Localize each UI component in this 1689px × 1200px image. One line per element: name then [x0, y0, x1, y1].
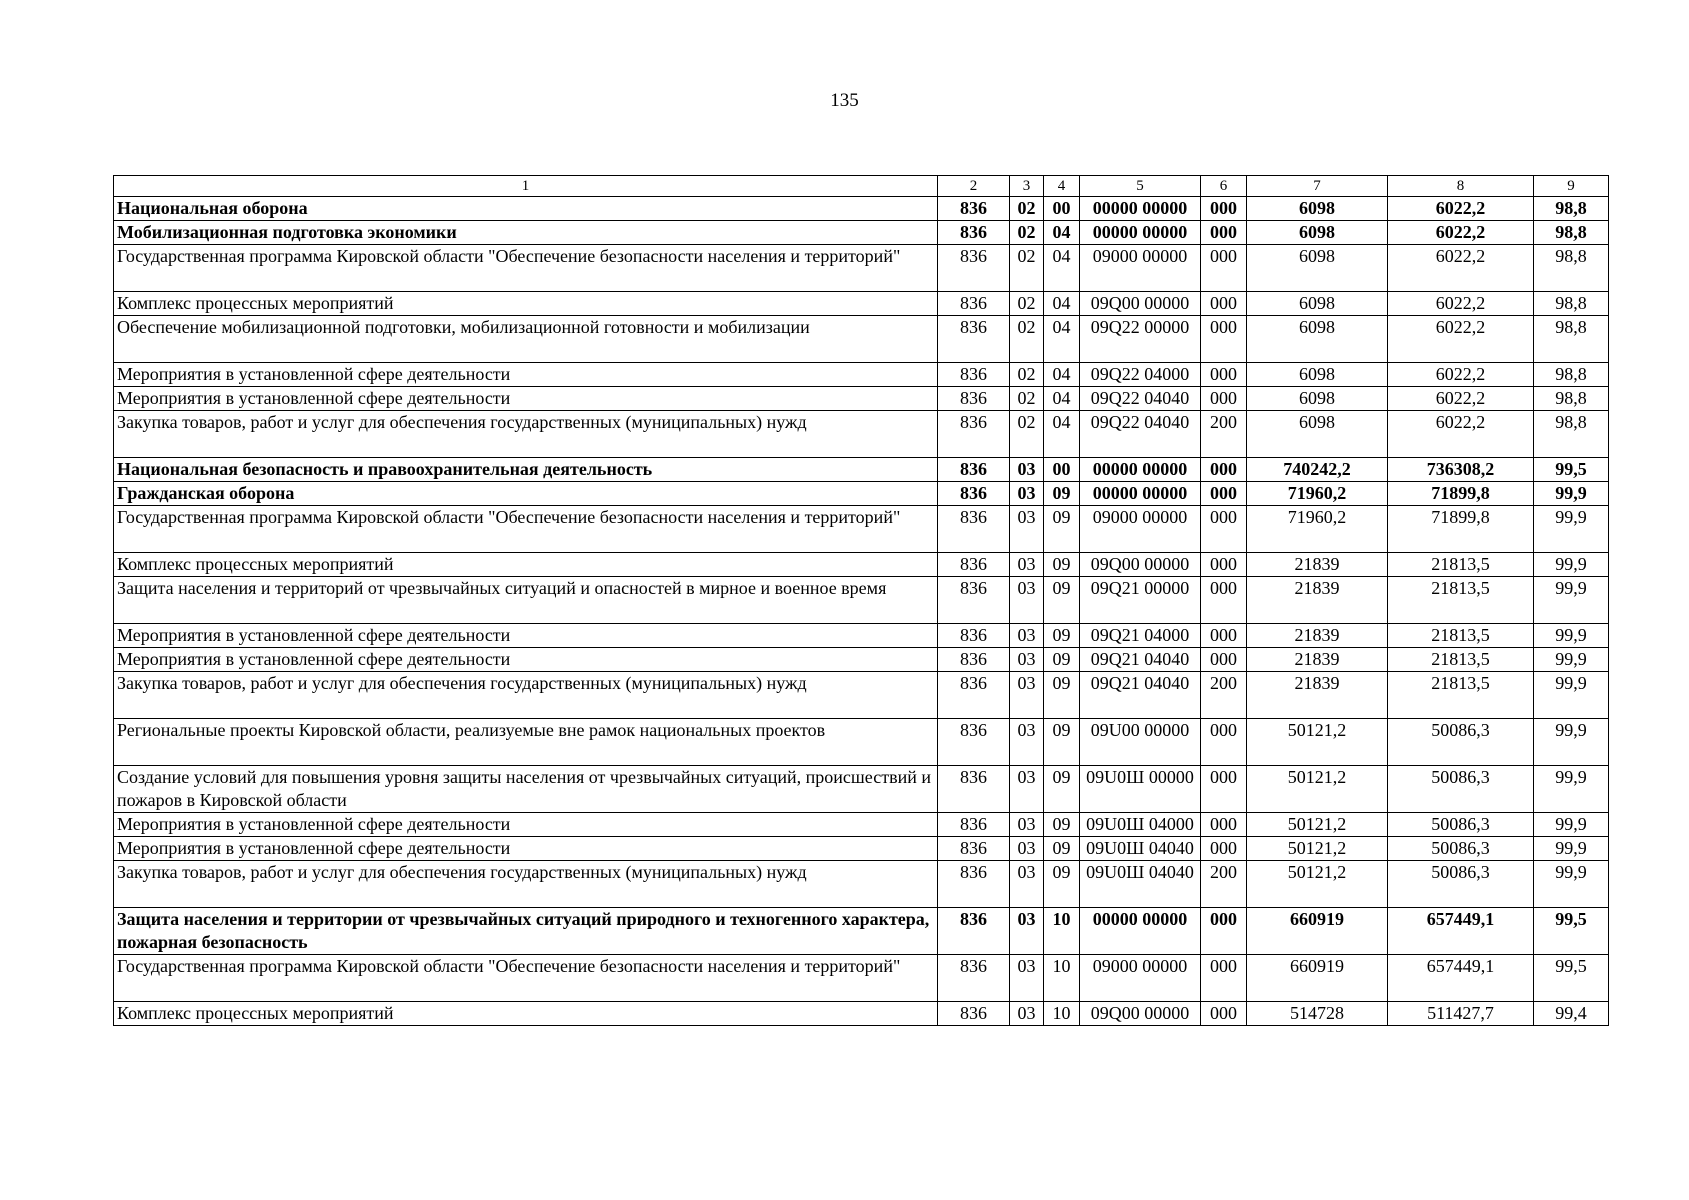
section-cell: 02: [1010, 197, 1044, 221]
section-cell: 03: [1010, 955, 1044, 1002]
code-cell: 836: [938, 955, 1010, 1002]
section-cell: 03: [1010, 553, 1044, 577]
page-number: 135: [830, 90, 859, 111]
target-article-cell: 09Q21 04040: [1080, 648, 1201, 672]
subsection-cell: 04: [1044, 363, 1080, 387]
item-name-cell: Национальная оборона: [114, 197, 938, 221]
subsection-cell: 04: [1044, 292, 1080, 316]
item-name-cell: Комплекс процессных мероприятий: [114, 1002, 938, 1026]
code-cell: 836: [938, 245, 1010, 292]
subsection-cell: 09: [1044, 624, 1080, 648]
executed-amount-cell: 21813,5: [1388, 624, 1534, 648]
item-name-cell: Закупка товаров, работ и услуг для обеспечения государственных (муниципальных) нужд: [114, 861, 938, 908]
table-row: [114, 411, 1609, 458]
execution-percent-cell: 99,9: [1534, 553, 1609, 577]
table-row: [114, 861, 1609, 908]
expense-type-cell: 000: [1201, 316, 1247, 363]
subsection-cell: 10: [1044, 955, 1080, 1002]
subsection-cell: 09: [1044, 766, 1080, 813]
planned-amount-cell: 6098: [1247, 363, 1388, 387]
expense-type-cell: 000: [1201, 577, 1247, 624]
subsection-cell: 09: [1044, 861, 1080, 908]
section-cell: 03: [1010, 482, 1044, 506]
target-article-cell: 09U00 00000: [1080, 719, 1201, 766]
code-cell: 836: [938, 837, 1010, 861]
item-name-cell: Мобилизационная подготовка экономики: [114, 221, 938, 245]
target-article-cell: 09Q22 00000: [1080, 316, 1201, 363]
subsection-cell: 00: [1044, 458, 1080, 482]
subsection-cell: 10: [1044, 908, 1080, 955]
item-name-cell: Обеспечение мобилизационной подготовки, мобилизационной готовности и мобилизации: [114, 316, 938, 363]
execution-percent-cell: 99,9: [1534, 861, 1609, 908]
section-cell: 02: [1010, 245, 1044, 292]
item-name-cell: Мероприятия в установленной сфере деятельности: [114, 648, 938, 672]
execution-percent-cell: 98,8: [1534, 316, 1609, 363]
section-cell: 03: [1010, 506, 1044, 553]
table-body: [114, 197, 1609, 1026]
planned-amount-cell: 50121,2: [1247, 719, 1388, 766]
executed-amount-cell: 50086,3: [1388, 837, 1534, 861]
subsection-cell: 09: [1044, 577, 1080, 624]
subsection-cell: 09: [1044, 837, 1080, 861]
section-cell: 02: [1010, 411, 1044, 458]
item-name-cell: Мероприятия в установленной сфере деятельности: [114, 813, 938, 837]
item-name-cell: Защита населения и территорий от чрезвычайных ситуаций и опасностей в мирное и военное время: [114, 577, 938, 624]
execution-percent-cell: 98,8: [1534, 221, 1609, 245]
code-cell: 836: [938, 672, 1010, 719]
item-name-cell: Комплекс процессных мероприятий: [114, 292, 938, 316]
executed-amount-cell: 511427,7: [1388, 1002, 1534, 1026]
item-name-cell: Создание условий для повышения уровня защиты населения от чрезвычайных ситуаций, происшествий и пожаров в Кировской области: [114, 766, 938, 813]
executed-amount-cell: 50086,3: [1388, 719, 1534, 766]
code-cell: 836: [938, 553, 1010, 577]
table-row: [114, 577, 1609, 624]
section-cell: 03: [1010, 861, 1044, 908]
executed-amount-cell: 6022,2: [1388, 292, 1534, 316]
column-header: 3: [1010, 176, 1044, 197]
section-cell: 03: [1010, 1002, 1044, 1026]
section-cell: 03: [1010, 908, 1044, 955]
item-name-cell: Закупка товаров, работ и услуг для обеспечения государственных (муниципальных) нужд: [114, 672, 938, 719]
section-cell: 03: [1010, 577, 1044, 624]
executed-amount-cell: 6022,2: [1388, 387, 1534, 411]
expense-type-cell: 000: [1201, 292, 1247, 316]
target-article-cell: 00000 00000: [1080, 197, 1201, 221]
target-article-cell: 00000 00000: [1080, 221, 1201, 245]
target-article-cell: 09U0Ш 04000: [1080, 813, 1201, 837]
expense-type-cell: 200: [1201, 861, 1247, 908]
target-article-cell: 09Q21 04000: [1080, 624, 1201, 648]
subsection-cell: 09: [1044, 672, 1080, 719]
executed-amount-cell: 50086,3: [1388, 813, 1534, 837]
execution-percent-cell: 99,9: [1534, 648, 1609, 672]
planned-amount-cell: 740242,2: [1247, 458, 1388, 482]
table-row: [114, 387, 1609, 411]
section-cell: 02: [1010, 292, 1044, 316]
table-row: [114, 648, 1609, 672]
planned-amount-cell: 6098: [1247, 245, 1388, 292]
expense-type-cell: 200: [1201, 411, 1247, 458]
executed-amount-cell: 50086,3: [1388, 766, 1534, 813]
execution-percent-cell: 99,5: [1534, 908, 1609, 955]
table-row: [114, 624, 1609, 648]
planned-amount-cell: 660919: [1247, 955, 1388, 1002]
column-header: 1: [114, 176, 938, 197]
item-name-cell: Государственная программа Кировской области "Обеспечение безопасности населения и территорий": [114, 245, 938, 292]
execution-percent-cell: 98,8: [1534, 387, 1609, 411]
subsection-cell: 00: [1044, 197, 1080, 221]
executed-amount-cell: 6022,2: [1388, 221, 1534, 245]
planned-amount-cell: 50121,2: [1247, 813, 1388, 837]
execution-percent-cell: 98,8: [1534, 292, 1609, 316]
column-header: 6: [1201, 176, 1247, 197]
table-row: [114, 1002, 1609, 1026]
table-row: [114, 221, 1609, 245]
item-name-cell: Закупка товаров, работ и услуг для обеспечения государственных (муниципальных) нужд: [114, 411, 938, 458]
expense-type-cell: 000: [1201, 553, 1247, 577]
executed-amount-cell: 21813,5: [1388, 577, 1534, 624]
code-cell: 836: [938, 908, 1010, 955]
code-cell: 836: [938, 458, 1010, 482]
column-header: 7: [1247, 176, 1388, 197]
code-cell: 836: [938, 719, 1010, 766]
section-cell: 03: [1010, 766, 1044, 813]
code-cell: 836: [938, 221, 1010, 245]
section-cell: 02: [1010, 387, 1044, 411]
table-row: [114, 482, 1609, 506]
execution-percent-cell: 99,4: [1534, 1002, 1609, 1026]
table-row: [114, 197, 1609, 221]
planned-amount-cell: 6098: [1247, 411, 1388, 458]
expense-type-cell: 000: [1201, 837, 1247, 861]
code-cell: 836: [938, 766, 1010, 813]
target-article-cell: 09000 00000: [1080, 955, 1201, 1002]
planned-amount-cell: 21839: [1247, 624, 1388, 648]
table-row: [114, 766, 1609, 813]
execution-percent-cell: 99,9: [1534, 482, 1609, 506]
section-cell: 03: [1010, 458, 1044, 482]
planned-amount-cell: 71960,2: [1247, 482, 1388, 506]
planned-amount-cell: 6098: [1247, 197, 1388, 221]
expense-type-cell: 000: [1201, 245, 1247, 292]
execution-percent-cell: 98,8: [1534, 363, 1609, 387]
table-row: [114, 553, 1609, 577]
subsection-cell: 09: [1044, 553, 1080, 577]
item-name-cell: Мероприятия в установленной сфере деятельности: [114, 624, 938, 648]
code-cell: 836: [938, 411, 1010, 458]
expense-type-cell: 000: [1201, 363, 1247, 387]
subsection-cell: 04: [1044, 411, 1080, 458]
code-cell: 836: [938, 482, 1010, 506]
item-name-cell: Комплекс процессных мероприятий: [114, 553, 938, 577]
execution-percent-cell: 99,9: [1534, 719, 1609, 766]
execution-percent-cell: 99,9: [1534, 624, 1609, 648]
item-name-cell: Национальная безопасность и правоохранительная деятельность: [114, 458, 938, 482]
code-cell: 836: [938, 316, 1010, 363]
expense-type-cell: 000: [1201, 506, 1247, 553]
executed-amount-cell: 21813,5: [1388, 648, 1534, 672]
expense-type-cell: 000: [1201, 624, 1247, 648]
executed-amount-cell: 6022,2: [1388, 363, 1534, 387]
target-article-cell: 09Q00 00000: [1080, 1002, 1201, 1026]
planned-amount-cell: 6098: [1247, 387, 1388, 411]
execution-percent-cell: 99,9: [1534, 813, 1609, 837]
planned-amount-cell: 660919: [1247, 908, 1388, 955]
item-name-cell: Региональные проекты Кировской области, реализуемые вне рамок национальных проектов: [114, 719, 938, 766]
item-name-cell: Мероприятия в установленной сфере деятельности: [114, 837, 938, 861]
execution-percent-cell: 99,9: [1534, 672, 1609, 719]
section-cell: 03: [1010, 837, 1044, 861]
target-article-cell: 09U0Ш 04040: [1080, 837, 1201, 861]
subsection-cell: 10: [1044, 1002, 1080, 1026]
target-article-cell: 09Q00 00000: [1080, 292, 1201, 316]
expense-type-cell: 000: [1201, 387, 1247, 411]
item-name-cell: Государственная программа Кировской области "Обеспечение безопасности населения и территорий": [114, 506, 938, 553]
budget-table: [113, 175, 1609, 1026]
executed-amount-cell: 6022,2: [1388, 316, 1534, 363]
section-cell: 02: [1010, 363, 1044, 387]
executed-amount-cell: 71899,8: [1388, 506, 1534, 553]
target-article-cell: 00000 00000: [1080, 458, 1201, 482]
section-cell: 03: [1010, 624, 1044, 648]
item-name-cell: Государственная программа Кировской области "Обеспечение безопасности населения и территорий": [114, 955, 938, 1002]
item-name-cell: Мероприятия в установленной сфере деятельности: [114, 363, 938, 387]
expense-type-cell: 000: [1201, 908, 1247, 955]
expense-type-cell: 000: [1201, 482, 1247, 506]
column-header: 9: [1534, 176, 1609, 197]
subsection-cell: 09: [1044, 648, 1080, 672]
code-cell: 836: [938, 813, 1010, 837]
code-cell: 836: [938, 506, 1010, 553]
code-cell: 836: [938, 861, 1010, 908]
section-cell: 02: [1010, 316, 1044, 363]
code-cell: 836: [938, 648, 1010, 672]
item-name-cell: Мероприятия в установленной сфере деятельности: [114, 387, 938, 411]
execution-percent-cell: 99,9: [1534, 577, 1609, 624]
expense-type-cell: 000: [1201, 1002, 1247, 1026]
planned-amount-cell: 6098: [1247, 221, 1388, 245]
subsection-cell: 09: [1044, 482, 1080, 506]
column-header: 8: [1388, 176, 1534, 197]
table-row: [114, 506, 1609, 553]
planned-amount-cell: 6098: [1247, 316, 1388, 363]
executed-amount-cell: 657449,1: [1388, 908, 1534, 955]
execution-percent-cell: 98,8: [1534, 411, 1609, 458]
expense-type-cell: 000: [1201, 813, 1247, 837]
expense-type-cell: 200: [1201, 672, 1247, 719]
section-cell: 03: [1010, 719, 1044, 766]
executed-amount-cell: 50086,3: [1388, 861, 1534, 908]
execution-percent-cell: 99,9: [1534, 506, 1609, 553]
subsection-cell: 09: [1044, 813, 1080, 837]
executed-amount-cell: 71899,8: [1388, 482, 1534, 506]
expense-type-cell: 000: [1201, 458, 1247, 482]
table-row: [114, 813, 1609, 837]
subsection-cell: 04: [1044, 245, 1080, 292]
target-article-cell: 09Q22 04040: [1080, 387, 1201, 411]
item-name-cell: Гражданская оборона: [114, 482, 938, 506]
executed-amount-cell: 657449,1: [1388, 955, 1534, 1002]
executed-amount-cell: 736308,2: [1388, 458, 1534, 482]
target-article-cell: 09Q22 04040: [1080, 411, 1201, 458]
code-cell: 836: [938, 387, 1010, 411]
execution-percent-cell: 98,8: [1534, 197, 1609, 221]
column-header: 2: [938, 176, 1010, 197]
executed-amount-cell: 21813,5: [1388, 553, 1534, 577]
section-cell: 03: [1010, 648, 1044, 672]
planned-amount-cell: 21839: [1247, 672, 1388, 719]
code-cell: 836: [938, 197, 1010, 221]
table-row: [114, 955, 1609, 1002]
subsection-cell: 09: [1044, 719, 1080, 766]
planned-amount-cell: 50121,2: [1247, 837, 1388, 861]
planned-amount-cell: 21839: [1247, 553, 1388, 577]
target-article-cell: 09U0Ш 04040: [1080, 861, 1201, 908]
target-article-cell: 09Q21 00000: [1080, 577, 1201, 624]
target-article-cell: 09000 00000: [1080, 506, 1201, 553]
execution-percent-cell: 99,9: [1534, 837, 1609, 861]
executed-amount-cell: 6022,2: [1388, 245, 1534, 292]
planned-amount-cell: 21839: [1247, 577, 1388, 624]
planned-amount-cell: 71960,2: [1247, 506, 1388, 553]
expense-type-cell: 000: [1201, 719, 1247, 766]
planned-amount-cell: 6098: [1247, 292, 1388, 316]
table-row: [114, 292, 1609, 316]
table-row: [114, 719, 1609, 766]
section-cell: 02: [1010, 221, 1044, 245]
target-article-cell: 00000 00000: [1080, 908, 1201, 955]
code-cell: 836: [938, 363, 1010, 387]
expense-type-cell: 000: [1201, 221, 1247, 245]
table-row: [114, 837, 1609, 861]
target-article-cell: 09Q21 04040: [1080, 672, 1201, 719]
column-header: 4: [1044, 176, 1080, 197]
executed-amount-cell: 6022,2: [1388, 411, 1534, 458]
subsection-cell: 04: [1044, 387, 1080, 411]
item-name-cell: Защита населения и территории от чрезвычайных ситуаций природного и техногенного характера, пожарная безопасность: [114, 908, 938, 955]
target-article-cell: 09Q22 04000: [1080, 363, 1201, 387]
execution-percent-cell: 98,8: [1534, 245, 1609, 292]
expense-type-cell: 000: [1201, 648, 1247, 672]
table-row: [114, 245, 1609, 292]
target-article-cell: 09U0Ш 00000: [1080, 766, 1201, 813]
table-row: [114, 316, 1609, 363]
code-cell: 836: [938, 577, 1010, 624]
column-header: 5: [1080, 176, 1201, 197]
planned-amount-cell: 50121,2: [1247, 766, 1388, 813]
target-article-cell: 09000 00000: [1080, 245, 1201, 292]
expense-type-cell: 000: [1201, 766, 1247, 813]
execution-percent-cell: 99,5: [1534, 458, 1609, 482]
code-cell: 836: [938, 1002, 1010, 1026]
section-cell: 03: [1010, 672, 1044, 719]
table-row: [114, 672, 1609, 719]
subsection-cell: 04: [1044, 316, 1080, 363]
expense-type-cell: 000: [1201, 955, 1247, 1002]
planned-amount-cell: 514728: [1247, 1002, 1388, 1026]
column-number-row: [114, 176, 1609, 197]
table-row: [114, 363, 1609, 387]
code-cell: 836: [938, 292, 1010, 316]
executed-amount-cell: 6022,2: [1388, 197, 1534, 221]
code-cell: 836: [938, 624, 1010, 648]
executed-amount-cell: 21813,5: [1388, 672, 1534, 719]
target-article-cell: 09Q00 00000: [1080, 553, 1201, 577]
execution-percent-cell: 99,5: [1534, 955, 1609, 1002]
section-cell: 03: [1010, 813, 1044, 837]
planned-amount-cell: 50121,2: [1247, 861, 1388, 908]
planned-amount-cell: 21839: [1247, 648, 1388, 672]
table-row: [114, 458, 1609, 482]
expense-type-cell: 000: [1201, 197, 1247, 221]
subsection-cell: 04: [1044, 221, 1080, 245]
execution-percent-cell: 99,9: [1534, 766, 1609, 813]
subsection-cell: 09: [1044, 506, 1080, 553]
target-article-cell: 00000 00000: [1080, 482, 1201, 506]
table-row: [114, 908, 1609, 955]
